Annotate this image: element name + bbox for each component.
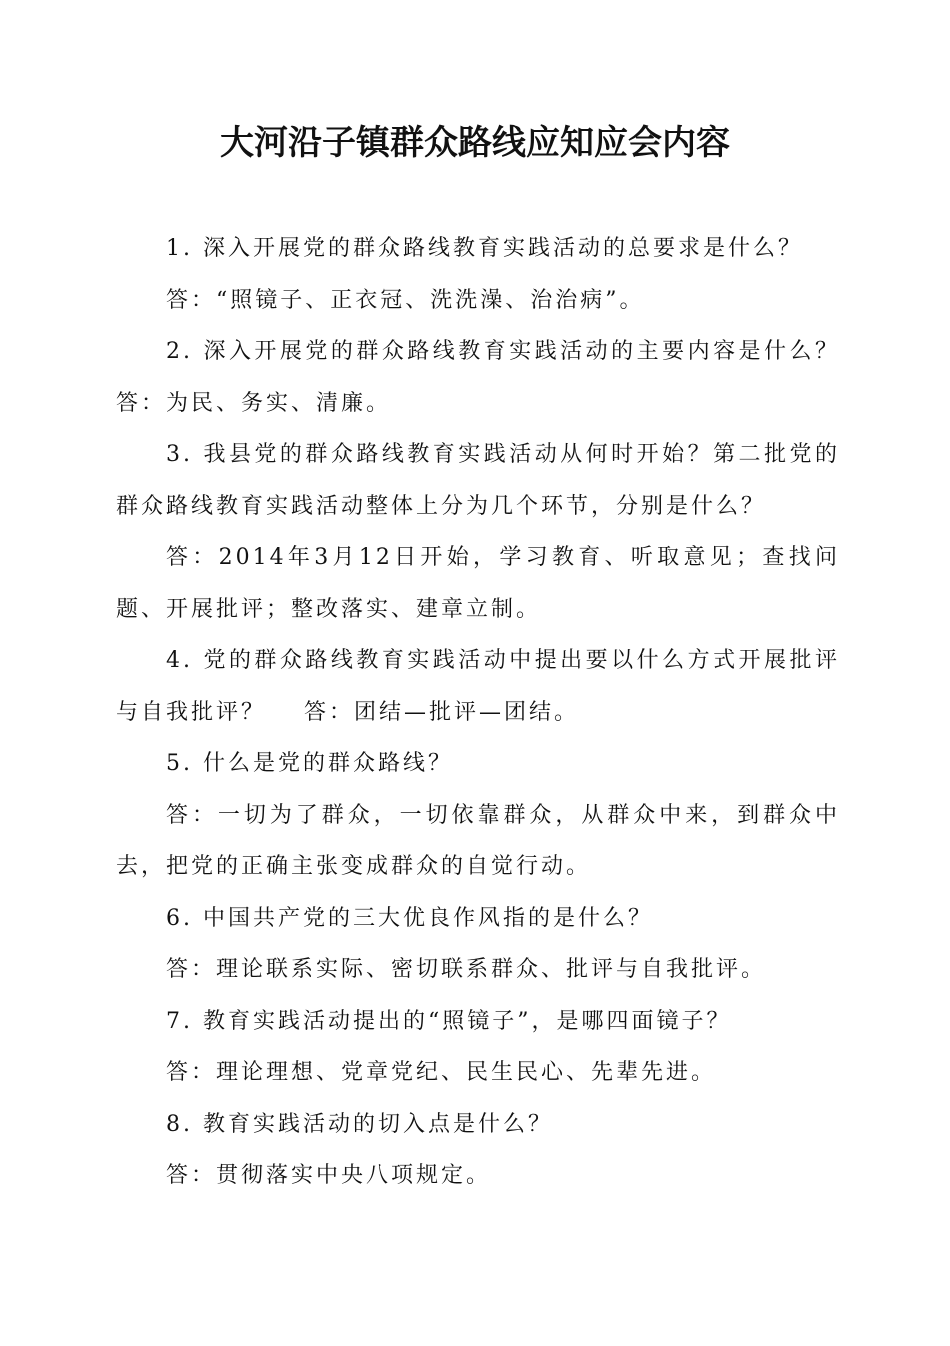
answer-7: 答：理论理想、党章党纪、民生民心、先辈先进。 [166, 1060, 717, 1085]
document-title: 大河沿子镇群众路线应知应会内容 [220, 123, 730, 163]
question-answer-4 [116, 635, 840, 738]
document-body [116, 223, 840, 1202]
question-6: 6. 中国共产党的三大优良作风指的是什么？ [166, 905, 653, 931]
answer-3: 答：2014年3月12日开始，学习教育、听取意见；查找问题、开展批评；整改落实、建章立制。 [116, 545, 840, 622]
answer-5: 答：一切为了群众，一切依靠群众，从群众中来，到群众中去，把党的正确主张变成群众的自觉行动。 [116, 802, 840, 879]
question-1: 1. 深入开展党的群众路线教育实践活动的总要求是什么？ [166, 236, 803, 261]
answer-6: 答：理论联系实际、密切联系群众、批评与自我批评。 [166, 957, 767, 982]
question-4: 4. 党的群众路线教育实践活动中提出要以什么方式开展批评与自我批评？ [116, 648, 840, 725]
question-answer-2: 2. 深入开展党的群众路线教育实践活动的主要内容是什么？答：为民、务实、清廉。 [116, 339, 840, 416]
question-7: 7. 教育实践活动提出的“照镜子”，是哪四面镜子？ [166, 1008, 732, 1034]
question-8: 8. 教育实践活动的切入点是什么？ [166, 1111, 553, 1137]
answer-1: 答：“照镜子、正衣冠、洗洗澡、治治病”。 [166, 287, 645, 313]
answer-8: 答：贯彻落实中央八项规定。 [166, 1163, 492, 1188]
question-3: 3. 我县党的群众路线教育实践活动从何时开始？第二批党的群众路线教育实践活动整体上分为几个环节，分别是什么？ [116, 442, 840, 519]
answer-4: 答：团结—批评—团结。 [304, 699, 580, 725]
question-5: 5. 什么是党的群众路线？ [166, 751, 453, 776]
